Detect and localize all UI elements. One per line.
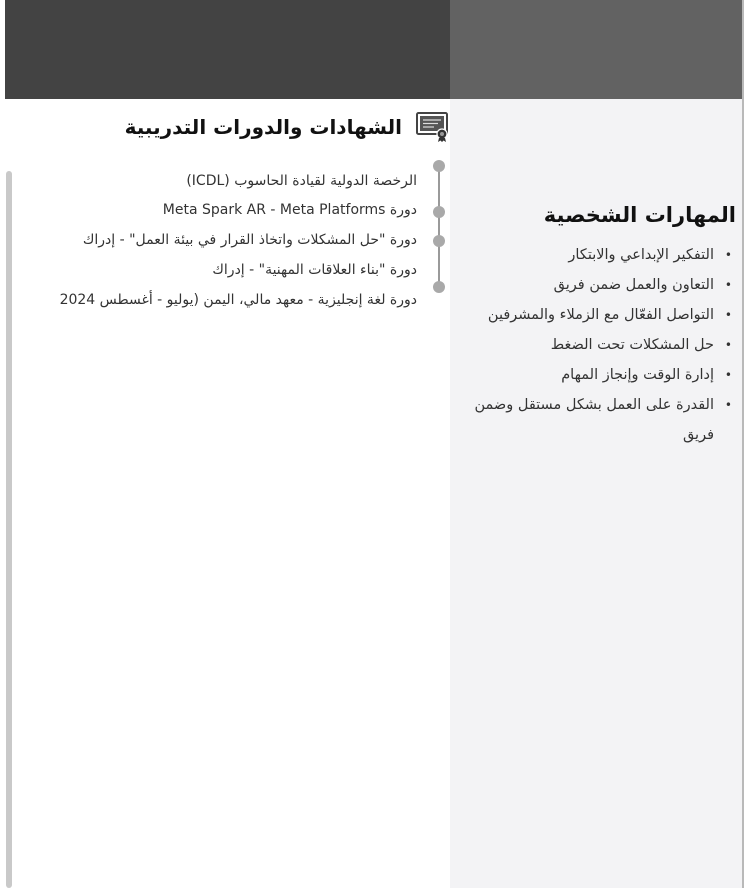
certification-item: الرخصة الدولية لقيادة الحاسوب (ICDL) <box>186 173 417 189</box>
scrollbar[interactable] <box>6 171 12 888</box>
certification-item: دورة "بناء العلاقات المهنية" - إدراك <box>212 262 417 278</box>
timeline-dot <box>433 160 445 172</box>
timeline-dot <box>433 235 445 247</box>
certification-item: دورة Meta Spark AR - Meta Platforms <box>162 202 417 218</box>
skill-item: • التواصل الفعّال مع الزملاء والمشرفين <box>462 300 732 330</box>
header-banner-main <box>5 0 450 99</box>
skill-item: • حل المشكلات تحت الضغط <box>462 330 732 360</box>
skills-list <box>462 240 732 450</box>
skill-item: • القدرة على العمل بشكل مستقل وضمن فريق <box>462 390 732 450</box>
timeline-line <box>438 166 440 286</box>
skill-item: • التعاون والعمل ضمن فريق <box>462 270 732 300</box>
certifications-header <box>125 112 450 142</box>
certificate-icon <box>416 112 450 142</box>
skill-item: • التفكير الإبداعي والابتكار <box>462 240 732 270</box>
skills-title: المهارات الشخصية <box>543 203 736 227</box>
page-right-edge <box>744 0 750 888</box>
timeline-dot <box>433 281 445 293</box>
certification-item: دورة لغة إنجليزية - معهد مالي، اليمن (يوليو - أغسطس 2024 <box>59 292 417 308</box>
header-banner-sidebar <box>450 0 744 99</box>
skill-item: • إدارة الوقت وإنجاز المهام <box>462 360 732 390</box>
certifications-title: الشهادات والدورات التدريبية <box>124 115 402 139</box>
timeline-dot <box>433 206 445 218</box>
certification-item: دورة "حل المشكلات واتخاذ القرار في بيئة العمل" - إدراك <box>82 232 417 248</box>
